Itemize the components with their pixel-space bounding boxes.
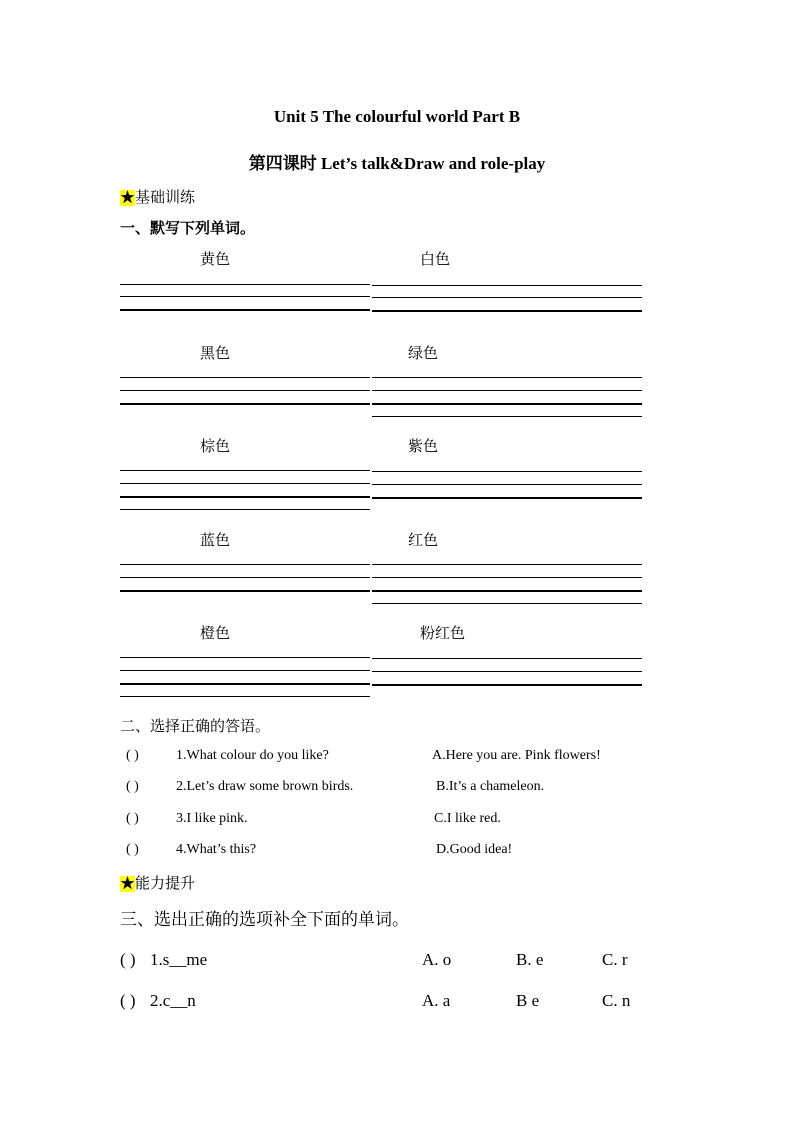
writing-line[interactable] — [372, 671, 642, 672]
answer-blank[interactable]: ( ) — [126, 779, 139, 794]
writing-baseline[interactable] — [120, 683, 370, 685]
part3-heading: 三、选出正确的选项补全下面的单词。 — [120, 910, 409, 929]
section-ability-label: 能力提升 — [135, 876, 196, 892]
question-text: 2.Let’s draw some brown birds. — [176, 779, 354, 794]
question-text: 2.c__n — [150, 991, 196, 1010]
star-icon: ★ — [120, 190, 136, 206]
writing-baseline[interactable] — [120, 496, 370, 498]
question-text: 1.What colour do you like? — [176, 748, 329, 763]
question-text: 3.I like pink. — [176, 811, 248, 826]
writing-line[interactable] — [120, 470, 370, 471]
part1-heading: 一、默写下列单词。 — [120, 221, 256, 237]
option-a: A. a — [422, 991, 451, 1010]
writing-line[interactable] — [372, 577, 642, 578]
answer-blank[interactable]: ( ) — [126, 842, 139, 857]
star-icon: ★ — [120, 876, 136, 892]
question-text: 1.s__me — [150, 950, 208, 969]
writing-line[interactable] — [120, 483, 370, 484]
option-b: B e — [516, 991, 540, 1010]
answer-blank[interactable]: ( ) — [120, 950, 136, 969]
answer-option: C.I like red. — [434, 811, 501, 826]
word-label-right: 紫色 — [408, 439, 439, 455]
writing-line[interactable] — [120, 670, 370, 671]
question-text: 4.What’s this? — [176, 842, 257, 857]
writing-line[interactable] — [120, 657, 370, 658]
writing-line[interactable] — [120, 564, 370, 565]
writing-line[interactable] — [372, 484, 642, 485]
writing-baseline[interactable] — [372, 590, 642, 592]
word-label-left: 黄色 — [200, 252, 231, 268]
writing-line[interactable] — [120, 296, 370, 297]
word-label-left: 橙色 — [200, 626, 231, 642]
option-c: C. r — [602, 950, 628, 969]
writing-line[interactable] — [372, 377, 642, 378]
writing-line[interactable] — [120, 696, 370, 697]
answer-option: D.Good idea! — [436, 842, 513, 857]
writing-line[interactable] — [120, 577, 370, 578]
writing-line[interactable] — [372, 603, 642, 604]
writing-line[interactable] — [372, 297, 642, 298]
option-c: C. n — [602, 991, 631, 1010]
writing-baseline[interactable] — [372, 403, 642, 405]
writing-baseline[interactable] — [372, 497, 642, 499]
writing-line[interactable] — [372, 390, 642, 391]
writing-line[interactable] — [120, 509, 370, 510]
word-label-left: 黑色 — [200, 346, 231, 362]
word-label-right: 白色 — [420, 252, 451, 268]
answer-blank[interactable]: ( ) — [126, 748, 139, 763]
answer-option: B.It’s a chameleon. — [436, 779, 545, 794]
writing-line[interactable] — [372, 471, 642, 472]
writing-line[interactable] — [372, 416, 642, 417]
word-label-left: 棕色 — [200, 439, 231, 455]
writing-baseline[interactable] — [372, 310, 642, 312]
writing-baseline[interactable] — [120, 403, 370, 405]
writing-line[interactable] — [120, 377, 370, 378]
page-subtitle: 第四课时 Let’s talk&Draw and role-play — [248, 154, 546, 173]
answer-option: A.Here you are. Pink flowers! — [432, 748, 601, 763]
writing-line[interactable] — [120, 284, 370, 285]
writing-baseline[interactable] — [120, 309, 370, 311]
part2-heading: 二、选择正确的答语。 — [120, 719, 271, 735]
page-title: Unit 5 The colourful world Part B — [273, 107, 521, 126]
word-label-left: 蓝色 — [200, 533, 231, 549]
writing-line[interactable] — [372, 564, 642, 565]
writing-baseline[interactable] — [120, 590, 370, 592]
option-a: A. o — [422, 950, 452, 969]
section-basic-heading — [120, 186, 195, 207]
writing-line[interactable] — [372, 285, 642, 286]
writing-line[interactable] — [372, 658, 642, 659]
answer-blank[interactable]: ( ) — [126, 811, 139, 826]
section-basic-label: 基础训练 — [135, 190, 196, 206]
answer-blank[interactable]: ( ) — [120, 991, 136, 1010]
word-label-right: 粉红色 — [420, 626, 466, 642]
writing-baseline[interactable] — [372, 684, 642, 686]
section-ability-heading — [120, 872, 195, 893]
option-b: B. e — [516, 950, 544, 969]
writing-line[interactable] — [120, 390, 370, 391]
word-label-right: 红色 — [408, 533, 439, 549]
word-label-right: 绿色 — [408, 346, 439, 362]
